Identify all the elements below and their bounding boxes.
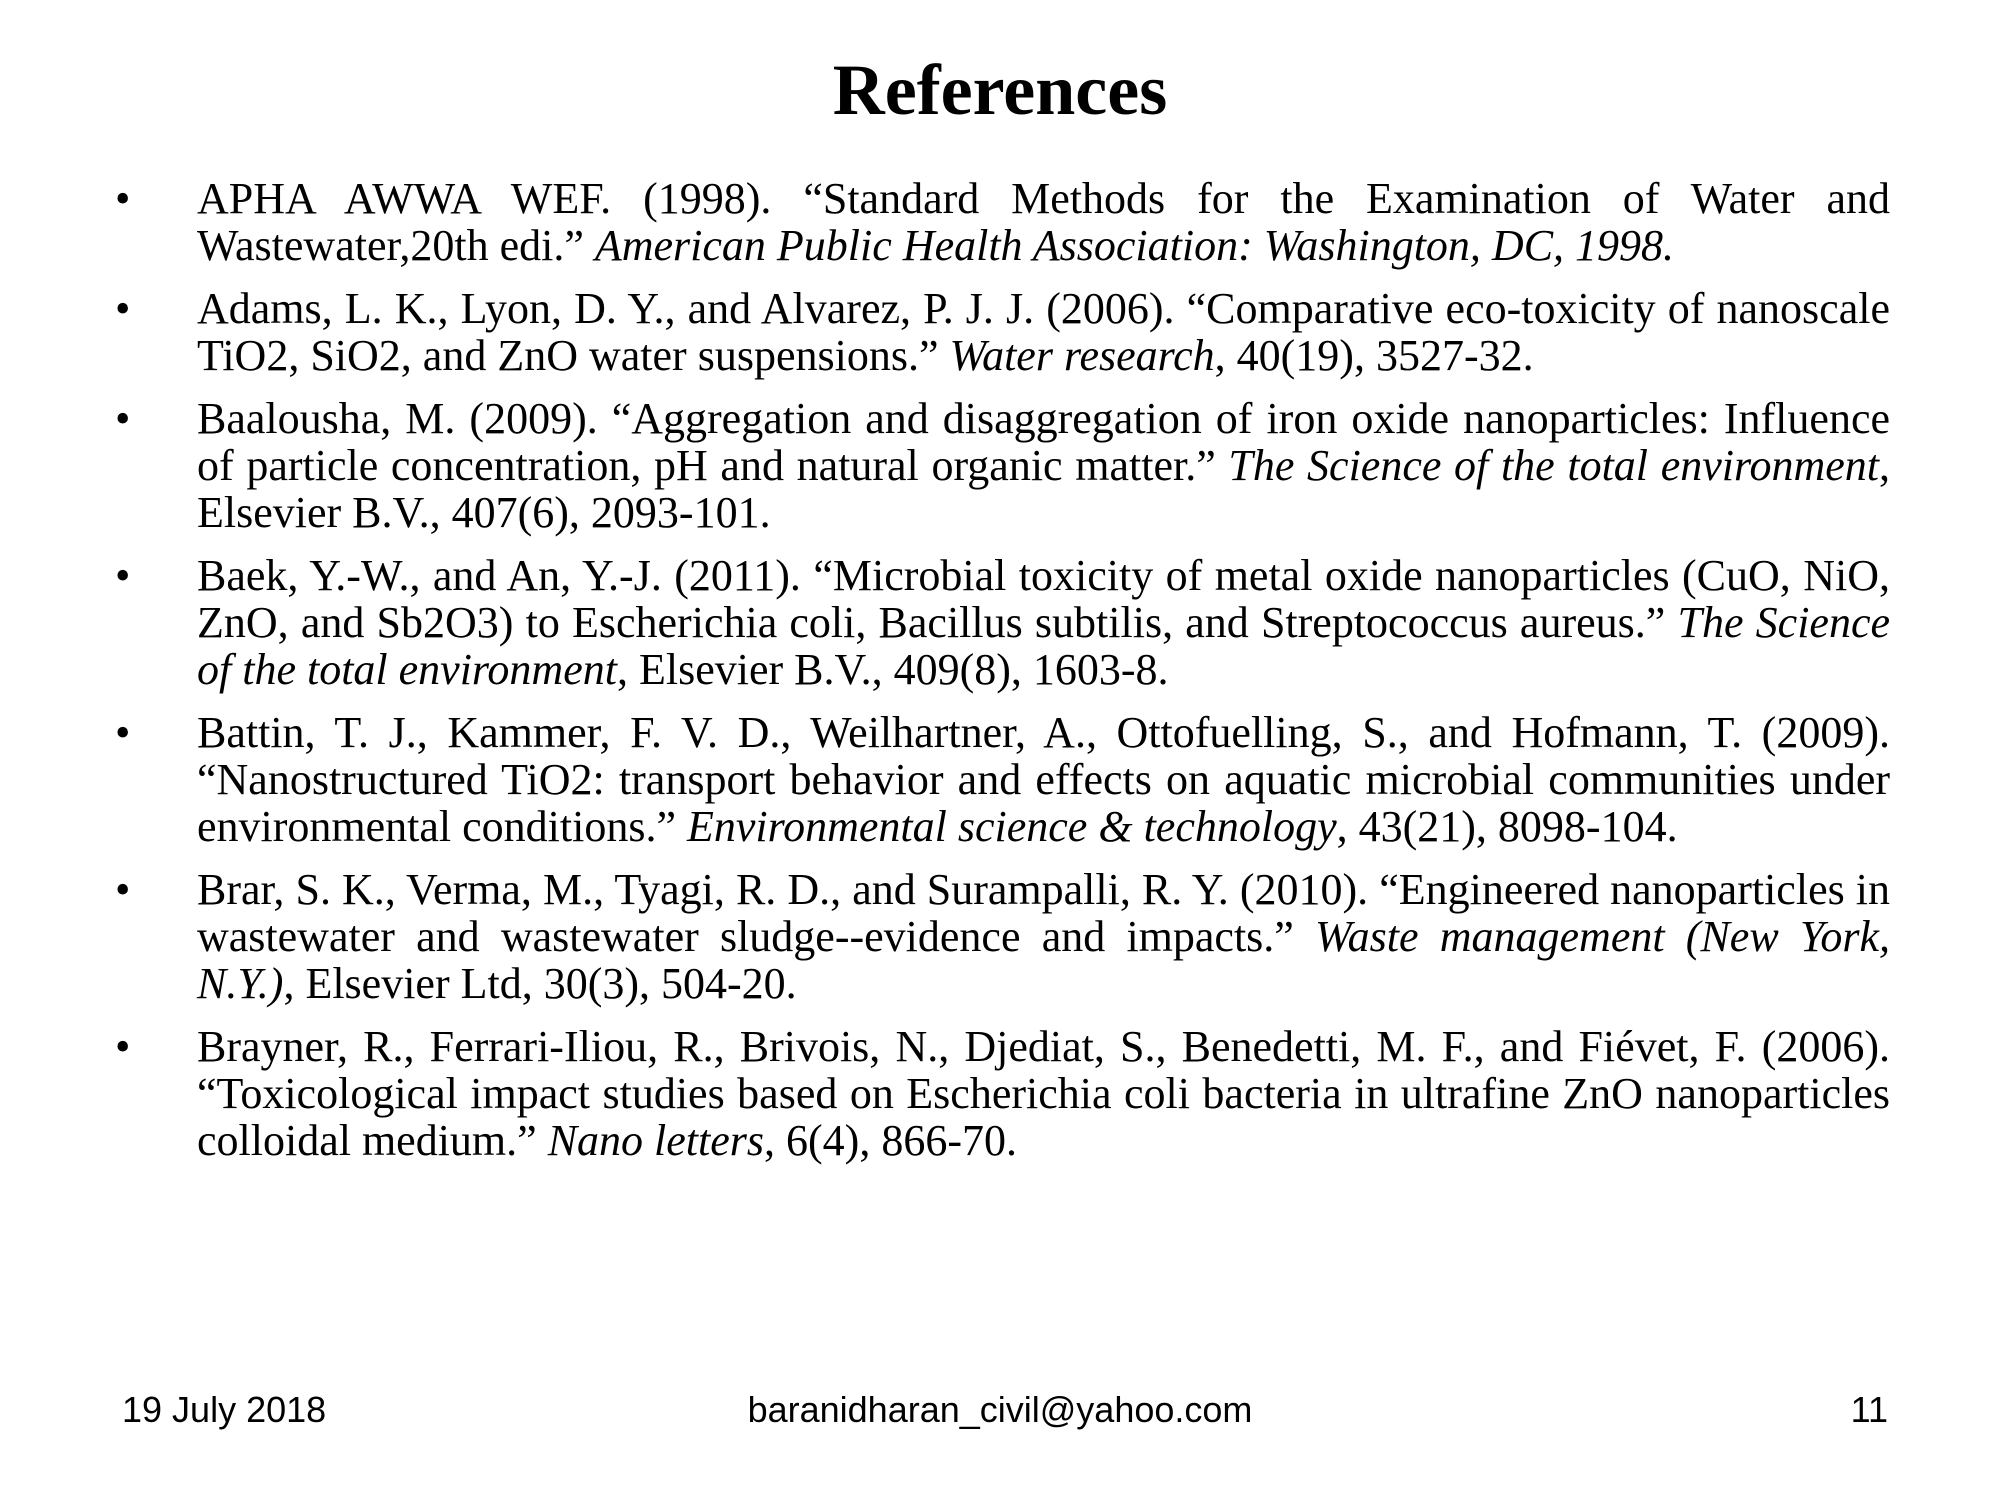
reference-item	[105, 552, 1890, 693]
reference-item	[105, 395, 1890, 536]
reference-source: American Public Health Association: Washington, DC, 1998.	[594, 221, 1675, 270]
reference-details: , 43(21), 8098-104.	[1336, 802, 1678, 851]
bullet-marker: •	[115, 1022, 131, 1071]
reference-item	[105, 709, 1890, 850]
bullet-marker: •	[115, 284, 131, 333]
reference-citation: Battin, T. J., Kammer, F. V. D., Weilhartner, A., Ottofuelling, S., and Hofmann, T. (2009). “Nanostructured TiO2: transport behavior and effects on aquatic microbial communities under environmental conditions.”	[197, 708, 1890, 851]
bullet-marker: •	[115, 865, 131, 914]
reference-citation: Adams, L. K., Lyon, D. Y., and Alvarez, P. J. J. (2006). “Comparative eco-toxicity of nanoscale TiO2, SiO2, and ZnO water suspensions.”	[197, 284, 1890, 380]
reference-details: , Elsevier B.V., 407(6), 2093-101.	[197, 441, 1890, 537]
bullet-marker: •	[115, 708, 131, 757]
reference-details: , Elsevier Ltd, 30(3), 504-20.	[283, 959, 797, 1008]
bullet-marker: •	[115, 394, 131, 443]
footer-date: 19 July 2018	[122, 1389, 327, 1430]
reference-source: Environmental science & technology	[687, 802, 1337, 851]
reference-details: , 6(4), 866-70.	[764, 1116, 1017, 1165]
reference-source: Water research	[949, 331, 1215, 380]
page-number: 11	[1850, 1389, 1888, 1430]
reference-citation: Brayner, R., Ferrari-Iliou, R., Brivois, N., Djediat, S., Benedetti, M. F., and Fiévet, F. (2006). “Toxicological impact studies based on Escherichia coli bacteria in ultrafine ZnO nanoparticles colloidal medium.”	[197, 1022, 1890, 1165]
reference-source: Nano letters	[547, 1116, 765, 1165]
reference-details: , 40(19), 3527-32.	[1214, 331, 1534, 380]
reference-item	[105, 866, 1890, 1007]
reference-source: The Science of the total environment	[1228, 441, 1879, 490]
reference-list	[105, 175, 1890, 1180]
reference-citation: Baek, Y.-W., and An, Y.-J. (2011). “Microbial toxicity of metal oxide nanoparticles (CuO, NiO, ZnO, and Sb2O3) to Escherichia coli, Bacillus subtilis, and Streptococcus aureus.”	[197, 551, 1890, 647]
bullet-marker: •	[115, 174, 131, 223]
footer-email: baranidharan_civil@yahoo.com	[747, 1389, 1253, 1430]
reference-citation: Baalousha, M. (2009). “Aggregation and disaggregation of iron oxide nanoparticles: Influence of particle concentration, pH and natural organic matter.”	[197, 394, 1890, 490]
reference-source: The Science of the total environment	[197, 598, 1891, 694]
reference-item	[105, 285, 1890, 379]
reference-item	[105, 175, 1890, 269]
page-title: References	[832, 50, 1168, 130]
reference-details: , Elsevier B.V., 409(8), 1603-8.	[616, 645, 1169, 694]
reference-item	[105, 1023, 1890, 1164]
reference-citation: APHA AWWA WEF. (1998). “Standard Methods for the Examination of Water and Wastewater,20th edi.”	[197, 174, 1890, 270]
reference-source: Waste management (New York, N.Y.)	[197, 912, 1890, 1008]
reference-citation: Brar, S. K., Verma, M., Tyagi, R. D., and Surampalli, R. Y. (2010). “Engineered nanoparticles in wastewater and wastewater sludge--evidence and impacts.”	[197, 865, 1890, 961]
bullet-marker: •	[115, 551, 131, 600]
